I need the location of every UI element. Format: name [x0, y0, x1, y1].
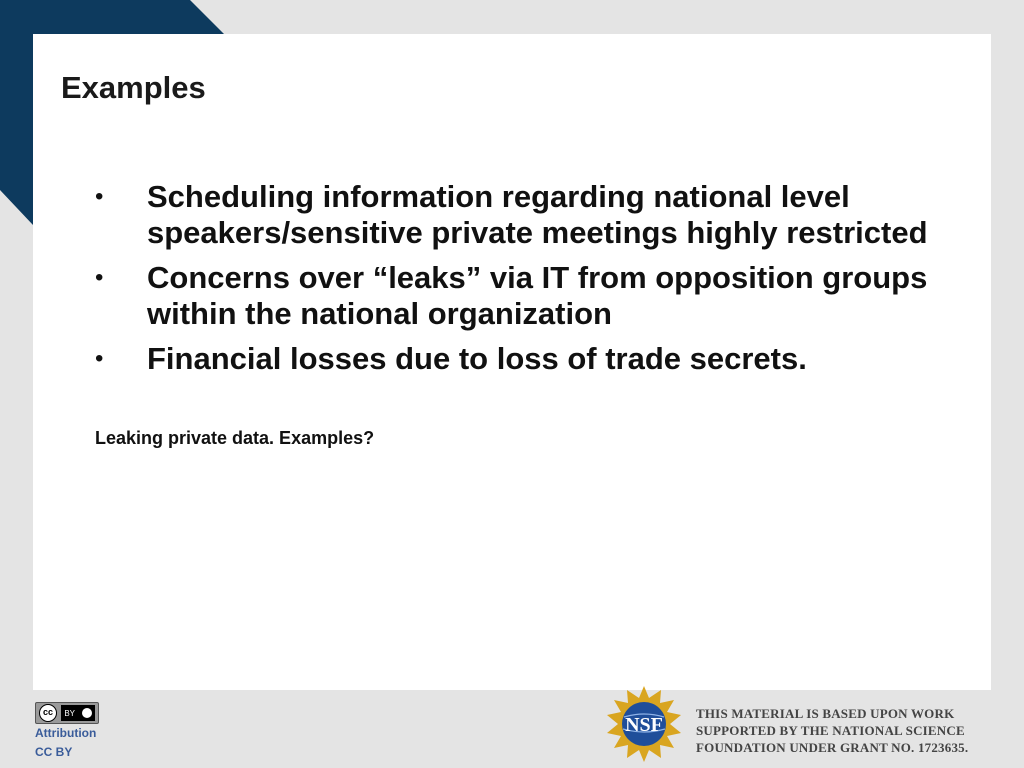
bullet-marker: • — [95, 264, 104, 291]
grant-line-1: THIS MATERIAL IS BASED UPON WORK — [696, 706, 955, 721]
bullet-text: Financial losses due to loss of trade secrets. — [147, 341, 807, 376]
cc-by-icon — [35, 702, 99, 724]
slide-note: Leaking private data. Examples? — [95, 428, 375, 448]
person-icon — [82, 708, 92, 718]
bullet-text: Concerns over “leaks” via IT from opposition groups within the national organization — [147, 260, 928, 331]
bullet-text: Scheduling information regarding national level speakers/sensitive private meetings highly restricted — [147, 179, 928, 250]
by-box — [61, 705, 95, 721]
cc-license-badge — [35, 702, 110, 762]
bullet-item-financial — [95, 341, 935, 377]
grant-line-3: FOUNDATION UNDER GRANT NO. 1723635. — [696, 740, 969, 755]
grant-line-2: SUPPORTED BY THE NATIONAL SCIENCE — [696, 723, 965, 738]
bullet-item-leaks — [95, 260, 935, 332]
nsf-logo-text: NSF — [625, 714, 663, 736]
cc-by-label: CC BY — [35, 745, 73, 759]
nsf-logo-icon — [604, 684, 684, 764]
bullet-marker: • — [95, 345, 104, 372]
attribution-label: Attribution — [35, 726, 97, 740]
bullet-list — [95, 179, 935, 386]
by-label: BY — [64, 708, 75, 718]
bullet-item-scheduling — [95, 179, 935, 251]
bullet-marker: • — [95, 183, 104, 210]
slide-title: Examples — [61, 70, 206, 105]
grant-statement — [696, 705, 968, 756]
cc-circle-icon: cc — [39, 704, 57, 722]
